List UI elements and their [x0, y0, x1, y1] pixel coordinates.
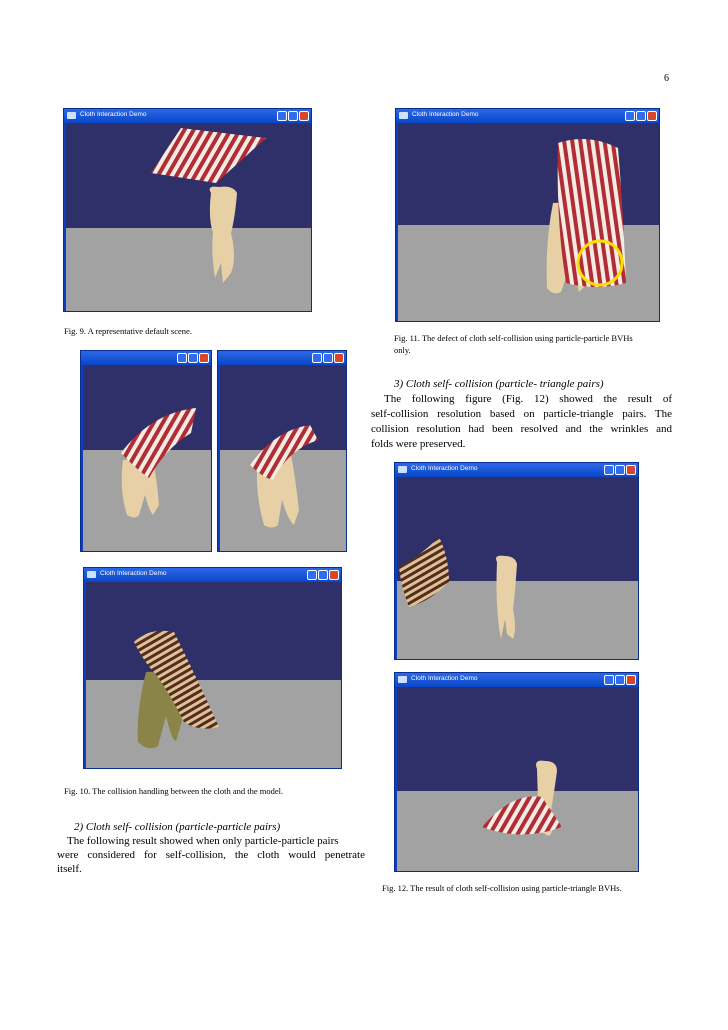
fig10-caption: Fig. 10. The collision handling between the cloth and the model. [64, 786, 284, 796]
section3-line2: self-collision resolution based on particle-triangle pairs. The [371, 408, 672, 420]
maximize-icon [615, 465, 625, 475]
window-title: Cloth Interaction Demo [80, 111, 147, 118]
close-icon [329, 570, 339, 580]
window-title: Cloth Interaction Demo [412, 111, 479, 118]
section2-heading: 2) Cloth self- collision (particle-particle pairs) [74, 821, 281, 833]
close-icon [647, 111, 657, 121]
close-icon [626, 465, 636, 475]
window-app-icon [399, 112, 408, 119]
section2-line3: itself. [57, 863, 82, 875]
fig11-caption-line1: Fig. 11. The defect of cloth self-collision using particle-particle BVHs [394, 333, 633, 343]
minimize-icon [177, 353, 187, 363]
minimize-icon [604, 465, 614, 475]
fig10c-screenshot [83, 567, 342, 769]
window-title: Cloth Interaction Demo [411, 675, 478, 682]
maximize-icon [318, 570, 328, 580]
fig12-caption: Fig. 12. The result of cloth self-collision using particle-triangle BVHs. [382, 883, 622, 893]
section3-line4: folds were preserved. [371, 438, 466, 450]
maximize-icon [636, 111, 646, 121]
minimize-icon [312, 353, 322, 363]
window-app-icon [398, 466, 407, 473]
close-icon [199, 353, 209, 363]
fig12a-screenshot [394, 462, 639, 660]
fig11-screenshot [395, 108, 660, 322]
maximize-icon [188, 353, 198, 363]
maximize-icon [288, 111, 298, 121]
close-icon [334, 353, 344, 363]
maximize-icon [323, 353, 333, 363]
fig10a-screenshot [80, 350, 212, 552]
minimize-icon [604, 675, 614, 685]
window-title: Cloth Interaction Demo [100, 570, 167, 577]
maximize-icon [615, 675, 625, 685]
fig10b-screenshot [217, 350, 347, 552]
fig9-caption: Fig. 9. A representative default scene. [64, 326, 192, 336]
window-app-icon [67, 112, 76, 119]
page-number: 6 [664, 73, 669, 84]
minimize-icon [625, 111, 635, 121]
window-title: Cloth Interaction Demo [411, 465, 478, 472]
section3-line3: collision resolution had been resolved and the wrinkles and [371, 423, 672, 435]
section2-line2: were considered for self-collision, the cloth would penetrate [57, 849, 365, 861]
fig11-caption-line2: only. [394, 345, 411, 355]
section2-line1: The following result showed when only particle-particle pairs [67, 835, 339, 847]
fig9-screenshot [63, 108, 312, 312]
window-app-icon [398, 676, 407, 683]
window-app-icon [87, 571, 96, 578]
section3-line1: The following figure (Fig. 12) showed the result of [384, 393, 672, 405]
minimize-icon [277, 111, 287, 121]
torso-model [496, 556, 517, 639]
close-icon [299, 111, 309, 121]
fig12b-screenshot [394, 672, 639, 872]
minimize-icon [307, 570, 317, 580]
section3-heading: 3) Cloth self- collision (particle- triangle pairs) [394, 378, 604, 390]
cloth [558, 139, 626, 287]
close-icon [626, 675, 636, 685]
